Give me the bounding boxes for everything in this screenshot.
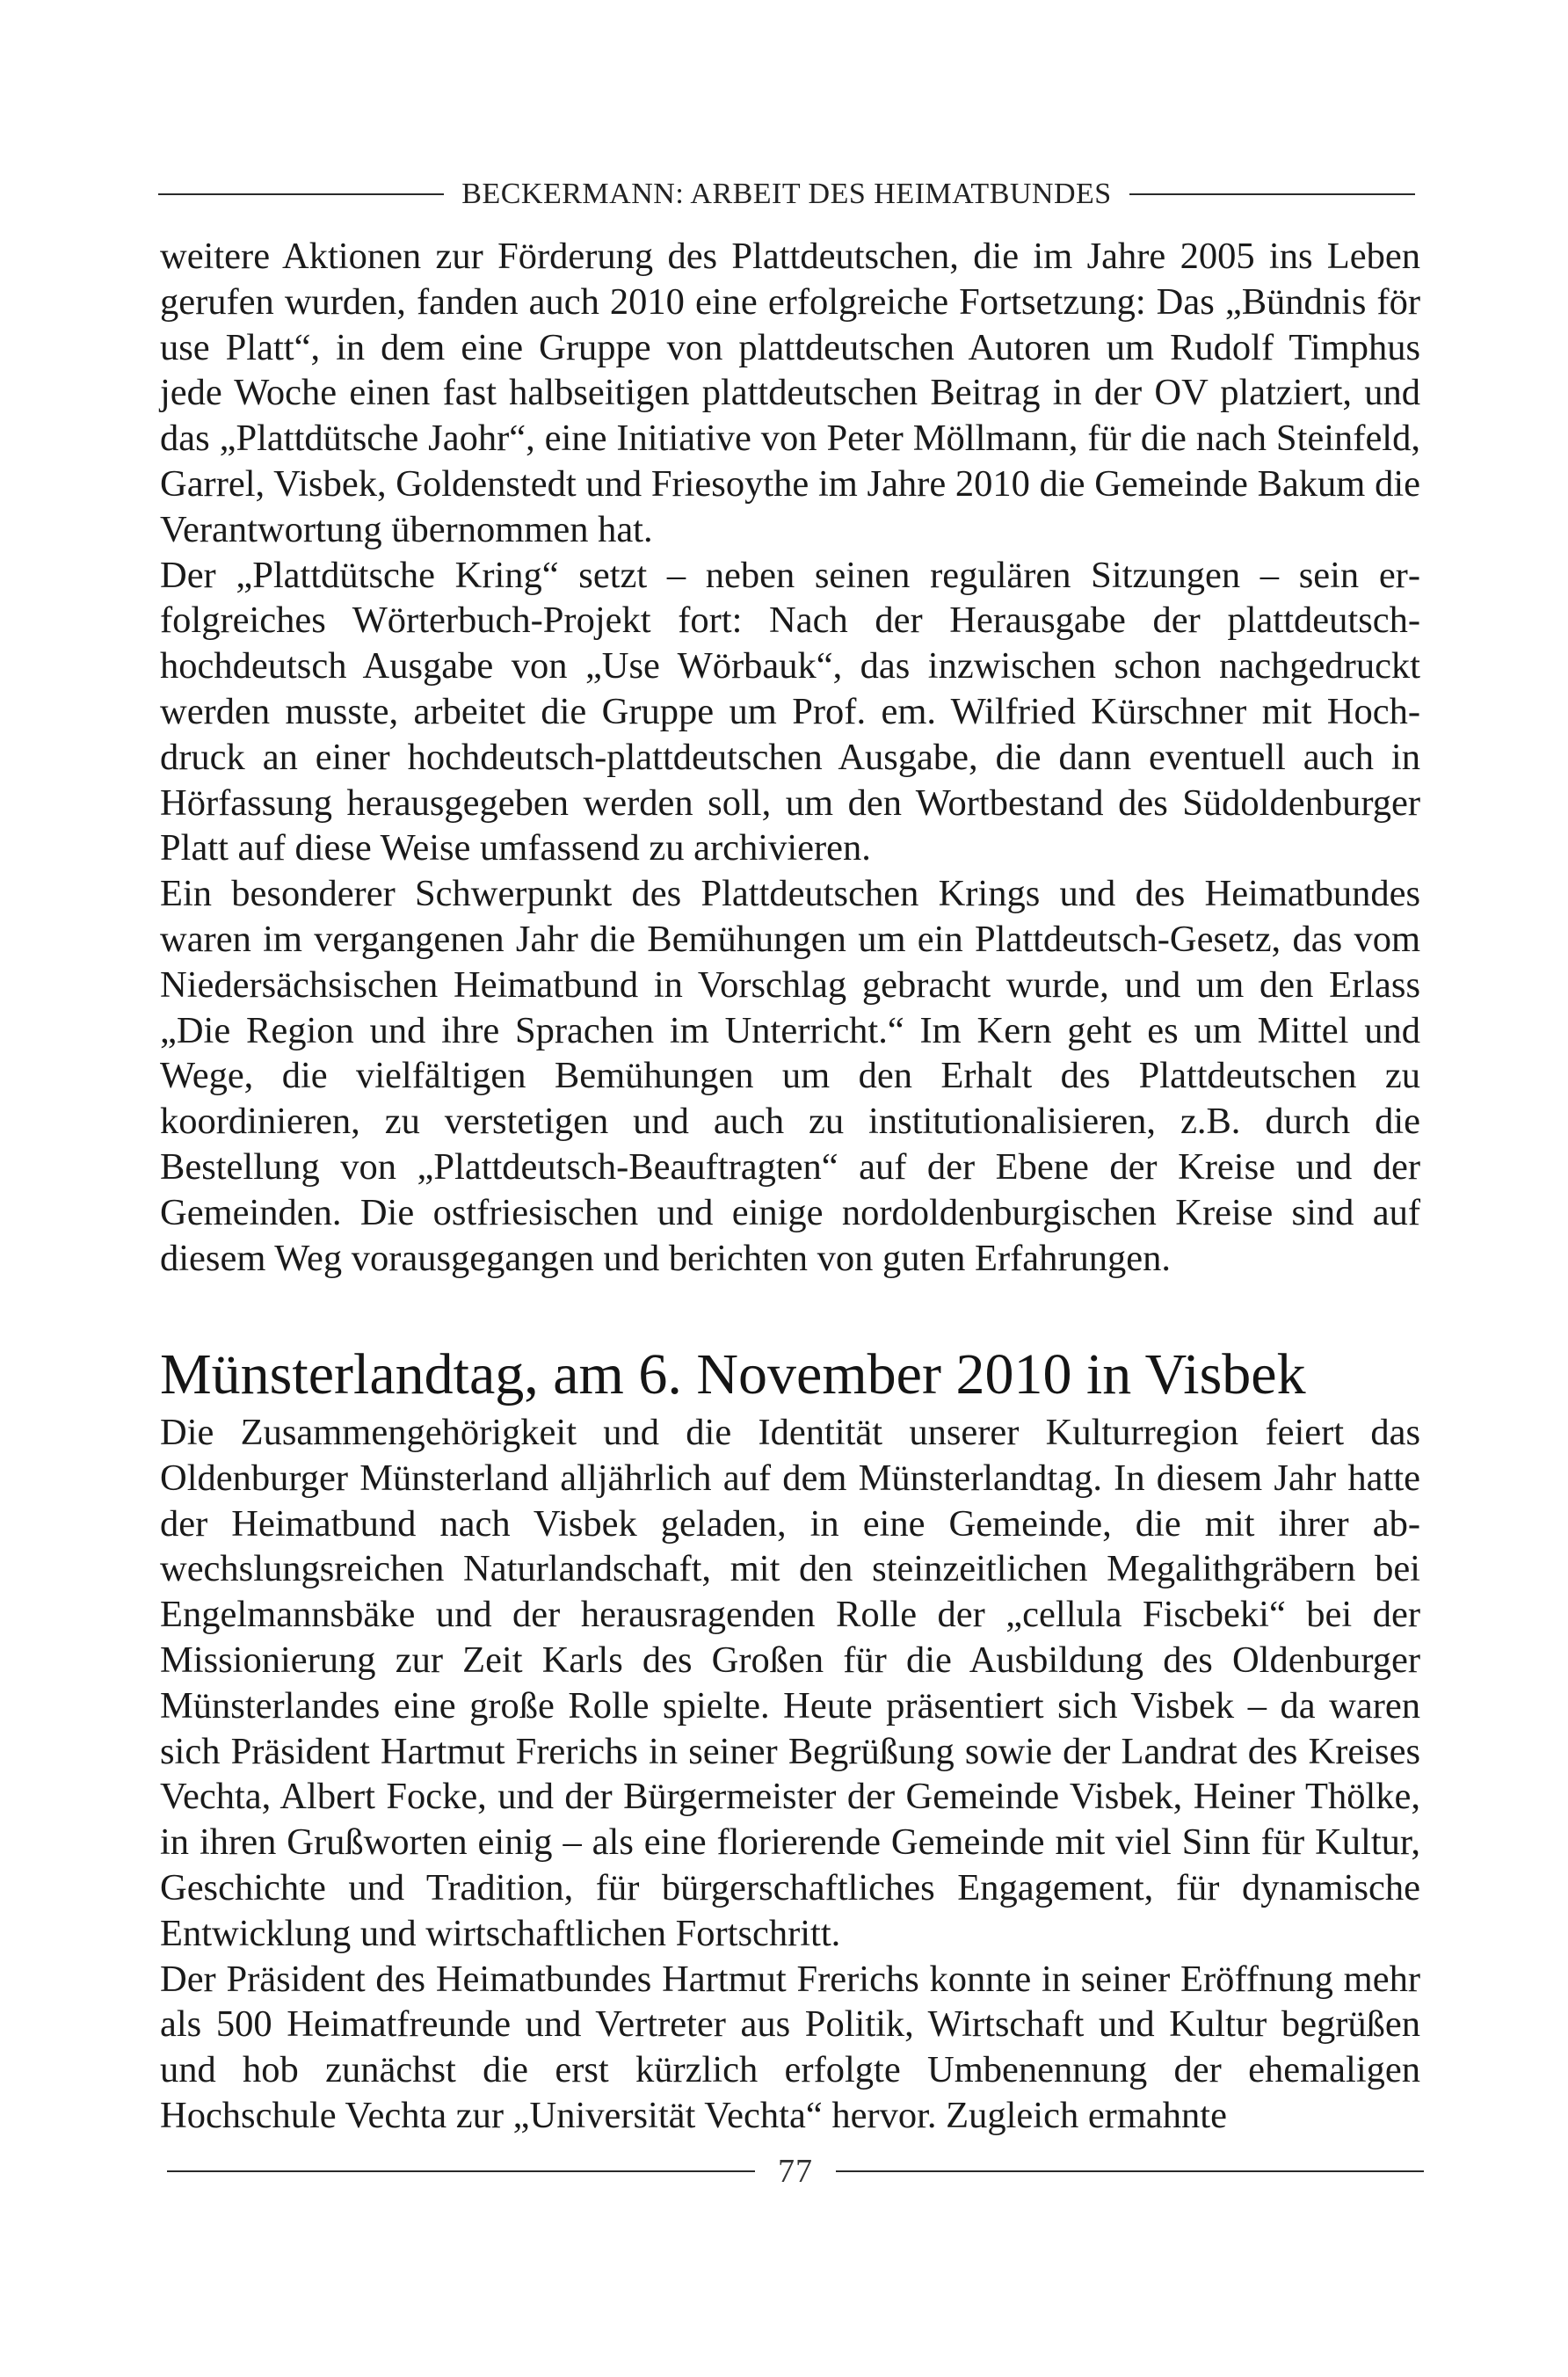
paragraph-plattdeutsch-gesetz: Ein besonderer Schwerpunkt des Plattdeutschen Krings und des Heimatbundes waren im vergangenen Jahr die Bemühungen um ein Plattdeutsch-Gesetz, das vom Niedersächsischen Heimatbund in Vorschlag gebracht wurde, und um den Erlass „Die Region und ihre Sprachen im Unterricht.“ Im Kern geht es um Mittel und Wege, die vielfältigen Bemühungen um den Erhalt des Plattdeutschen zu koordinieren, zu verstetigen und auch zu institutionalisieren, z.B. durch die Bestellung von „Plattdeutsch-Beauftragten“ auf der Ebene der Kreise und der Gemeinden. Die ostfriesischen und einige nordoldenburgischen Kreise sind auf diesem Weg vorausgegangen und berichten von guten Erfahrungen. (160, 873, 1420, 1279)
header-rule-right (1129, 193, 1415, 195)
section-text-block (160, 1410, 1420, 2139)
paragraph-plattdeutsch-actions: weitere Aktionen zur Förderung des Plattdeutschen, die im Jahre 2005 ins Leben gerufen wurden, fanden auch 2010 eine erfolgreiche Fortsetzung: Das „Bündnis för use Platt“, in dem eine Gruppe von plattdeutschen Autoren um Rudolf Timphus jede Woche einen fast halbseitigen plattdeutschen Beitrag in der OV platziert, und das „Plattdütsche Jaohr“, eine Initiative von Peter Möllmann, für die nach Steinfeld, Garrel, Visbek, Goldenstedt und Friesoythe im Jahre 2010 die Gemeinde Bakum die Verantwortung übernommen hat. (160, 236, 1420, 550)
page-footer (167, 2152, 1424, 2191)
paragraph-muensterlandtag: Die Zusammengehörigkeit und die Identität unserer Kulturregion feiert das Oldenburger Münsterland alljährlich auf dem Münsterlandtag. In diesem Jahr hatte der Heimatbund nach Visbek geladen, in eine Gemeinde, die mit ihrer abwechslungsreichen Naturlandschaft, mit den steinzeitlichen Megalithgräbern bei Engelmannsbäke und der herausragenden Rolle der „cellula Fiscbeki“ bei der Missionierung zur Zeit Karls des Großen für die Ausbildung des Oldenburger Münsterlandes eine große Rolle spielte. Heute präsentiert sich Visbek – da waren sich Präsident Hartmut Frerichs in seiner Begrüßung sowie der Landrat des Kreises Vechta, Albert Focke, und der Bürgermeister der Gemeinde Visbek, Heiner Thölke, in ihren Grußworten einig – als eine florierende Gemeinde mit viel Sinn für Kultur, Geschichte und Tradition, für bürgerschaftliches Engagement, für dynamische Entwicklung und wirtschaftlichen Fortschritt. (160, 1412, 1420, 1954)
footer-rule-right (836, 2170, 1424, 2172)
paragraph-plattduetsche-kring: Der „Plattdütsche Kring“ setzt – neben seinen regulären Sitzungen – sein erfolgreiches Wörterbuch-Projekt fort: Nach der Herausgabe der plattdeutsch-hochdeutsch Ausgabe von „Use Wörbauk“, das inzwischen schon nachgedruckt werden musste, arbeitet die Gruppe um Prof. em. Wilfried Kürschner mit Hochdruck an einer hochdeutsch-plattdeutschen Ausgabe, die dann eventuell auch in Hörfassung herausgegeben werden soll, um den Wortbestand des Südoldenburger Platt auf diese Weise umfassend zu archivieren. (160, 554, 1420, 869)
section-heading: Münsterlandtag, am 6. November 2010 in Visbek (160, 1342, 1306, 1407)
page-number: 77 (778, 2153, 813, 2190)
paragraph-praesident-eroeffnung: Der Präsident des Heimatbundes Hartmut Frerichs konnte in seiner Eröffnung mehr als 500 Heimatfreunde und Vertreter aus Politik, Wirtschaft und Kultur begrüßen und hob zunächst die erst kürzlich erfolgte Umbenennung der ehemaligen Hochschule Vechta zur „Universität Vechta“ hervor. Zugleich ermahnte (160, 1958, 1420, 2136)
intro-text-block (160, 234, 1420, 1281)
footer-rule-left (167, 2170, 755, 2172)
running-header (158, 178, 1415, 211)
header-rule-left (158, 193, 444, 195)
running-title: BECKERMANN: ARBEIT DES HEIMATBUNDES (461, 178, 1112, 210)
